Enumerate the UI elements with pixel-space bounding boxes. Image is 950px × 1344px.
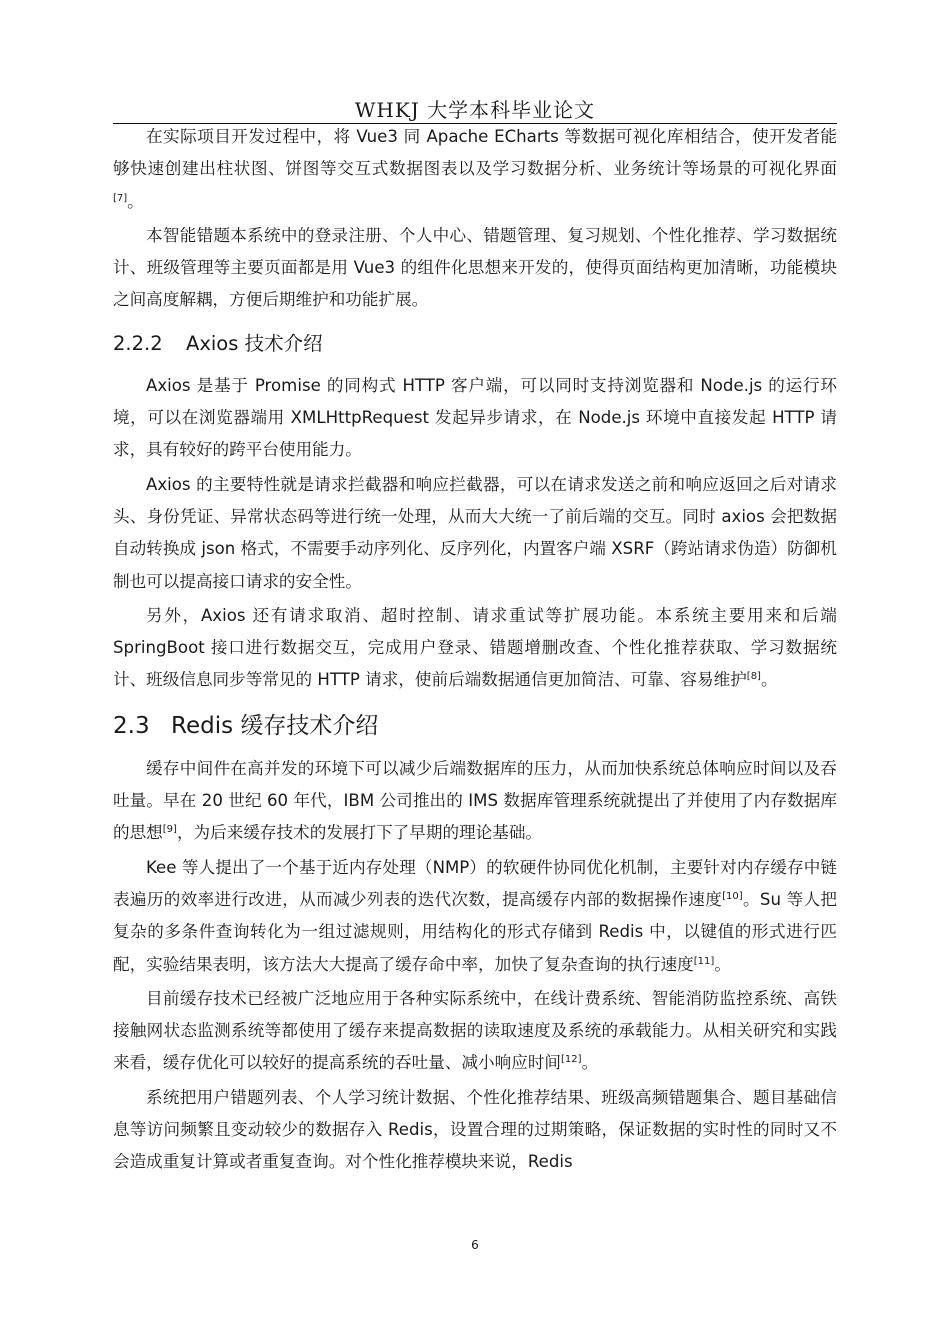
body-paragraph: 缓存中间件在高并发的环境下可以减少后端数据库的压力，从而加快系统总体响应时间以及吞吐量。早在 20 世纪 60 年代，IBM 公司推出的 IMS 数据库管理系统就提出了并使用了内存数据库的思想[9]，为后来缓存技术的发展打下了早期的理论基础。 [113, 758, 837, 843]
citation-ref[interactable]: [7] [113, 192, 128, 204]
body-paragraph: 本智能错题本系统中的登录注册、个人中心、错题管理、复习规划、个性化推荐、学习数据统计、班级管理等主要页面都是用 Vue3 的组件化思想来开发的，使得页面结构更加清晰，功能模块之间高度解耦，方便后期维护和功能扩展。 [113, 225, 837, 310]
section-title: Redis 缓存技术介绍 [171, 712, 379, 739]
citation-ref[interactable]: [8] [746, 671, 761, 683]
body-paragraph: 系统把用户错题列表、个人学习统计数据、个性化推荐结果、班级高频错题集合、题目基础信息等访问频繁且变动较少的数据存入 Redis，设置合理的过期策略，保证数据的实时性的同时又不会造成重复计算或者重复查询。对个性化推荐模块来说，Redis [113, 1087, 837, 1172]
citation-ref[interactable]: [10] [722, 890, 743, 902]
subsection-number: 2.2.2 [113, 331, 163, 355]
subsection-heading [113, 329, 837, 359]
subsection-title: Axios 技术介绍 [186, 331, 323, 355]
citation-ref[interactable]: [12] [561, 1054, 582, 1066]
body-paragraph: Kee 等人提出了一个基于近内存处理（NMP）的软硬件协同优化机制，主要针对内存缓存中链表遍历的效率进行改进，从而减少列表的迭代次数，提高缓存内部的数据操作速度[10]。Su 等人把复杂的多条件查询转化为一组过滤规则，用结构化的形式存储到 Redis 中，以键值的形式进行匹配，实验结果表明，该方法大大提高了缓存命中率，加快了复杂查询的执行速度[11]。 [113, 857, 838, 974]
body-paragraph: Axios 是基于 Promise 的同构式 HTTP 客户端，可以同时支持浏览器和 Node.js 的运行环境，可以在浏览器端用 XMLHttpRequest 发起异步请求，在 Node.js 环境中直接发起 HTTP 请求，具有较好的跨平台使用能力。 [113, 375, 837, 460]
body-paragraph: 另外，Axios 还有请求取消、超时控制、请求重试等扩展功能。本系统主要用来和后端 SpringBoot 接口进行数据交互，完成用户登录、错题增删改查、个性化推荐获取、学习数据统计、班级信息同步等常见的 HTTP 请求，使前后端数据通信更加简洁、可靠、容易维护[8]。 [113, 605, 837, 690]
section-heading [113, 709, 837, 743]
body-paragraph: Axios 的主要特性就是请求拦截器和响应拦截器，可以在请求发送之前和响应返回之后对请求头、身份凭证、异常状态码等进行统一处理，从而大大统一了前后端的交互。同时 axios 会把数据自动转换成 json 格式，不需要手动序列化、反序列化，内置客户端 XSRF（跨站请求伪造）防御机制也可以提高接口请求的安全性。 [113, 474, 837, 591]
page-body [113, 121, 837, 1179]
citation-ref[interactable]: [11] [693, 955, 715, 967]
section-number: 2.3 [113, 712, 150, 739]
body-paragraph: 在实际项目开发过程中，将 Vue3 同 Apache ECharts 等数据可视化库相结合，使开发者能够快速创建出柱状图、饼图等交互式数据图表以及学习数据分析、业务统计等场景的可视化界面[7]。 [113, 127, 837, 211]
running-header: WHKJ 大学本科毕业论文 [354, 98, 596, 122]
body-paragraph: 目前缓存技术已经被广泛地应用于各种实际系统中，在线计费系统、智能消防监控系统、高铁接触网状态监测系统等都使用了缓存来提高数据的读取速度及系统的承载能力。从相关研究和实践来看，缓存优化可以较好的提高系统的吞吐量、减小响应时间[12]。 [113, 988, 837, 1073]
citation-ref[interactable]: [9] [162, 824, 177, 836]
page-number: 6 [471, 1238, 479, 1252]
